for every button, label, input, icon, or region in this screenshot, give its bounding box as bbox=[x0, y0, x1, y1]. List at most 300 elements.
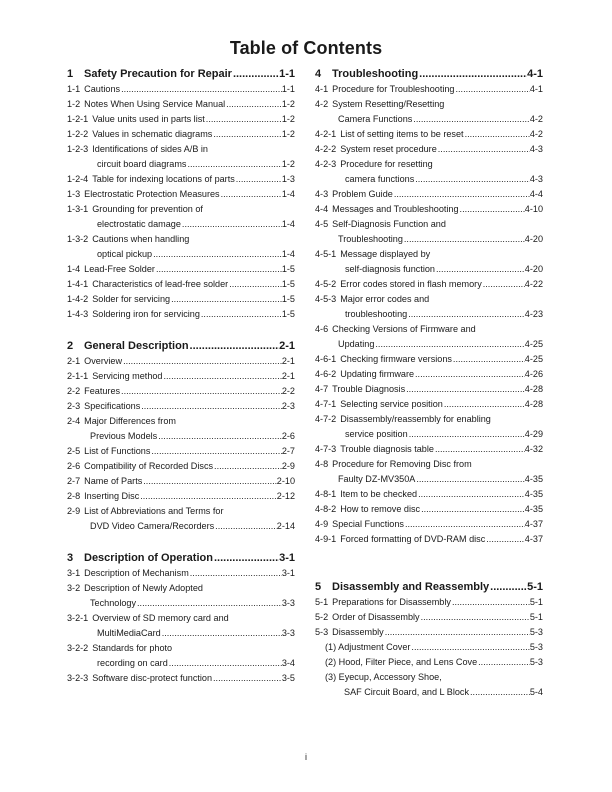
toc-page-number: 1-1 bbox=[281, 84, 295, 94]
toc-entry-continuation bbox=[315, 472, 543, 487]
toc-entry-title: Technology bbox=[90, 598, 137, 608]
toc-entry-continuation bbox=[315, 670, 543, 685]
dot-leader bbox=[414, 172, 530, 187]
toc-entry-title: Characteristics of lead-free solder bbox=[92, 279, 229, 289]
dot-leader bbox=[489, 579, 527, 595]
toc-page-number: 2-12 bbox=[276, 491, 295, 501]
toc-page-number: 2-2 bbox=[281, 386, 295, 396]
section-gap bbox=[67, 534, 295, 550]
toc-page-number: 4-32 bbox=[524, 444, 543, 454]
toc-entry-title: Overview bbox=[84, 356, 123, 366]
dot-leader bbox=[393, 187, 530, 202]
toc-entry-title: Lead-Free Solder bbox=[84, 264, 155, 274]
toc-page-number: 4-3 bbox=[529, 174, 543, 184]
dot-leader bbox=[485, 532, 525, 547]
toc-page-number: 1-3 bbox=[281, 174, 295, 184]
toc-entry-title: Electrostatic Protection Measures bbox=[84, 189, 220, 199]
toc-entry-number: 1-4-3 bbox=[67, 309, 89, 319]
dot-leader bbox=[443, 397, 525, 412]
toc-entry bbox=[67, 187, 295, 202]
toc-entry-number: 4-1 bbox=[315, 84, 329, 94]
toc-entry bbox=[315, 442, 543, 457]
toc-entry-title: Table for indexing locations of parts bbox=[92, 174, 235, 184]
dot-leader bbox=[384, 625, 530, 640]
dot-leader bbox=[140, 399, 282, 414]
dot-leader bbox=[170, 292, 282, 307]
toc-entry-number: 1-2-1 bbox=[67, 114, 89, 124]
toc-entry bbox=[67, 581, 295, 596]
toc-entry-number: 4-8-2 bbox=[315, 504, 337, 514]
toc-entry bbox=[315, 322, 543, 337]
toc-section-heading bbox=[315, 66, 543, 82]
toc-entry bbox=[67, 369, 295, 384]
dot-leader bbox=[220, 187, 282, 202]
toc-entry bbox=[315, 82, 543, 97]
dot-leader bbox=[414, 367, 525, 382]
toc-entry-title: Inserting Disc bbox=[84, 491, 140, 501]
toc-entry-title: Cautions bbox=[84, 84, 121, 94]
toc-entry-number: 4-6-1 bbox=[315, 354, 337, 364]
toc-entry bbox=[315, 487, 543, 502]
toc-page-number: 4-37 bbox=[524, 519, 543, 529]
toc-entry-title: Updating firmware bbox=[340, 369, 415, 379]
toc-page-number: 2-1 bbox=[281, 356, 295, 366]
toc-entry-number: 1-3 bbox=[67, 189, 81, 199]
toc-page-number: 1-4 bbox=[281, 219, 295, 229]
toc-page-number: 2-7 bbox=[281, 446, 295, 456]
toc-entry-number: 4 bbox=[315, 68, 322, 80]
toc-entry-number: 4-8-1 bbox=[315, 489, 337, 499]
toc-page-number: 4-28 bbox=[524, 384, 543, 394]
toc-page-number: 2-14 bbox=[276, 521, 295, 531]
dot-leader bbox=[213, 459, 282, 474]
toc-page-number: 5-3 bbox=[529, 657, 543, 667]
toc-entry-number: 3-2 bbox=[67, 583, 81, 593]
toc-entry-title: Checking firmware versions bbox=[340, 354, 452, 364]
toc-entry-title: SAF Circuit Board, and L Block bbox=[344, 687, 470, 697]
toc-entry bbox=[67, 307, 295, 322]
toc-entry bbox=[67, 112, 295, 127]
toc-entry-number: 4-3 bbox=[315, 189, 329, 199]
section-gap bbox=[67, 322, 295, 338]
toc-entry bbox=[315, 457, 543, 472]
toc-page-number: 1-2 bbox=[281, 99, 295, 109]
toc-entry-number: 2-9 bbox=[67, 506, 81, 516]
toc-entry bbox=[67, 671, 295, 686]
toc-entry-number: 4-5-1 bbox=[315, 249, 337, 259]
page-title: Table of Contents bbox=[229, 38, 383, 58]
toc-entry-title: Trouble diagnosis table bbox=[340, 444, 434, 454]
dot-leader bbox=[232, 66, 279, 82]
toc-entry-title: electrostatic damage bbox=[97, 219, 181, 229]
toc-entry-continuation bbox=[67, 656, 295, 671]
toc-page-number: 3-5 bbox=[281, 673, 295, 683]
toc-entry-number: 4-7 bbox=[315, 384, 329, 394]
toc-entry-title: recording on card bbox=[97, 658, 168, 668]
toc-entry-number: 2-1-1 bbox=[67, 371, 89, 381]
toc-entry-title: Soldering iron for servicing bbox=[92, 309, 200, 319]
toc-entry-number: 2-6 bbox=[67, 461, 81, 471]
toc-entry-title: camera functions bbox=[345, 174, 415, 184]
toc-entry-title: Cautions when handling bbox=[92, 234, 190, 244]
toc-entry bbox=[315, 595, 543, 610]
toc-page-number: 4-35 bbox=[524, 504, 543, 514]
dot-leader bbox=[418, 66, 527, 82]
toc-entry-title: List of Abbreviations and Terms for bbox=[84, 506, 224, 516]
toc-entry-title: self-diagnosis function bbox=[345, 264, 435, 274]
toc-entry-title: (3) Eyecup, Accessory Shoe, bbox=[325, 672, 442, 682]
toc-entry-number: 3-1 bbox=[67, 568, 81, 578]
toc-entry-number: 1-4-1 bbox=[67, 279, 89, 289]
dot-leader bbox=[374, 337, 524, 352]
toc-entry-continuation bbox=[315, 232, 543, 247]
toc-entry-title: Self-Diagnosis Function and bbox=[332, 219, 446, 229]
toc-entry-title: Identifications of sides A/B in bbox=[92, 144, 208, 154]
toc-entry-number: 4-7-2 bbox=[315, 414, 337, 424]
dot-leader bbox=[407, 307, 525, 322]
toc-entry bbox=[67, 444, 295, 459]
toc-page-number: 4-28 bbox=[524, 399, 543, 409]
toc-page-number: 2-1 bbox=[279, 340, 295, 352]
toc-entry-number: 5-1 bbox=[315, 597, 329, 607]
dot-leader bbox=[161, 626, 282, 641]
toc-page-number: 4-25 bbox=[524, 339, 543, 349]
toc-entry-title: Order of Disassembly bbox=[332, 612, 420, 622]
toc-entry-title: Disassembly/reassembly for enabling bbox=[340, 414, 491, 424]
toc-entry-title: Messages and Troubleshooting bbox=[332, 204, 459, 214]
toc-entry-title: Safety Precaution for Repair bbox=[84, 68, 232, 80]
toc-entry-title: Values in schematic diagrams bbox=[92, 129, 213, 139]
dot-leader bbox=[464, 127, 530, 142]
toc-page-number: 3-3 bbox=[281, 628, 295, 638]
toc-entry-title: Notes When Using Service Manual bbox=[84, 99, 226, 109]
toc-page-number: 4-3 bbox=[529, 144, 543, 154]
toc-entry-title: Forced formatting of DVD-RAM disc bbox=[340, 534, 486, 544]
page-number: i bbox=[305, 752, 307, 762]
toc-entry-title: service position bbox=[345, 429, 408, 439]
toc-entry-number: 1-4 bbox=[67, 264, 81, 274]
dot-leader bbox=[410, 640, 529, 655]
toc-entry bbox=[315, 382, 543, 397]
toc-entry-title: Procedure for Troubleshooting bbox=[332, 84, 455, 94]
toc-entry-title: Disassembly bbox=[332, 627, 384, 637]
toc-entry bbox=[315, 97, 543, 112]
toc-entry-continuation bbox=[67, 157, 295, 172]
dot-leader bbox=[213, 550, 279, 566]
toc-entry-number: 4-5 bbox=[315, 219, 329, 229]
toc-entry-number: 2-3 bbox=[67, 401, 81, 411]
toc-entry-number: 4-2-2 bbox=[315, 144, 337, 154]
toc-entry-title: Camera Functions bbox=[338, 114, 413, 124]
toc-entry-title: Major Differences from bbox=[84, 416, 176, 426]
dot-leader bbox=[405, 382, 525, 397]
toc-entry-number: 4-7-3 bbox=[315, 444, 337, 454]
toc-entry bbox=[67, 459, 295, 474]
toc-entry-title: DVD Video Camera/Recorders bbox=[90, 521, 215, 531]
toc-entry-title: Name of Parts bbox=[84, 476, 143, 486]
toc-page-number: 1-5 bbox=[281, 264, 295, 274]
toc-entry-number: 3-2-2 bbox=[67, 643, 89, 653]
toc-page-number: 5-3 bbox=[529, 627, 543, 637]
toc-entry-title: (1) Adjustment Cover bbox=[325, 642, 411, 652]
toc-page-number: 5-1 bbox=[529, 597, 543, 607]
dot-leader bbox=[155, 262, 282, 277]
toc-page-number: 4-10 bbox=[524, 204, 543, 214]
toc-page-number: 1-5 bbox=[281, 294, 295, 304]
toc-entry bbox=[67, 399, 295, 414]
toc-entry-title: Troubleshooting bbox=[332, 68, 419, 80]
dot-leader bbox=[434, 442, 525, 457]
dot-leader bbox=[150, 444, 281, 459]
toc-entry bbox=[67, 566, 295, 581]
toc-entry-title: MultiMediaCard bbox=[97, 628, 161, 638]
toc-page-number: 2-10 bbox=[276, 476, 295, 486]
toc-entry-title: Faulty DZ-MV350A bbox=[338, 474, 416, 484]
dot-leader bbox=[139, 489, 277, 504]
toc-column-right bbox=[315, 66, 543, 700]
dot-leader bbox=[420, 610, 530, 625]
toc-entry-continuation bbox=[67, 596, 295, 611]
dot-leader bbox=[181, 217, 282, 232]
toc-entry-number: 4-4 bbox=[315, 204, 329, 214]
toc-entry-continuation bbox=[315, 337, 543, 352]
toc-entry bbox=[315, 292, 543, 307]
toc-entry bbox=[67, 384, 295, 399]
toc-entry-number: 1-1 bbox=[67, 84, 81, 94]
toc-entry-title: Compatibility of Recorded Discs bbox=[84, 461, 214, 471]
dot-leader bbox=[435, 262, 525, 277]
toc-entry-number: 2-8 bbox=[67, 491, 81, 501]
dot-leader bbox=[228, 277, 282, 292]
dot-leader bbox=[122, 354, 282, 369]
dot-leader bbox=[417, 487, 525, 502]
toc-entry bbox=[67, 262, 295, 277]
toc-entry-title: Updating bbox=[338, 339, 375, 349]
toc-entry-number: 5-3 bbox=[315, 627, 329, 637]
toc-page-number: 1-5 bbox=[281, 309, 295, 319]
toc-entry-title: Selecting service position bbox=[340, 399, 443, 409]
toc-page-number: 4-22 bbox=[524, 279, 543, 289]
toc-entry bbox=[67, 142, 295, 157]
toc-entry-title: Special Functions bbox=[332, 519, 404, 529]
dot-leader bbox=[205, 112, 282, 127]
dot-leader bbox=[452, 352, 525, 367]
toc-entry-title: Solder for servicing bbox=[92, 294, 171, 304]
toc-entry bbox=[315, 157, 543, 172]
toc-entry bbox=[315, 517, 543, 532]
toc-entry-continuation bbox=[315, 307, 543, 322]
toc-entry bbox=[67, 232, 295, 247]
toc-entry-number: 5-2 bbox=[315, 612, 329, 622]
dot-leader bbox=[212, 127, 281, 142]
toc-entry bbox=[315, 187, 543, 202]
toc-entry-number: 4-2-1 bbox=[315, 129, 337, 139]
dot-leader bbox=[120, 384, 282, 399]
toc-page-number: 1-2 bbox=[281, 129, 295, 139]
toc-page-number: 4-35 bbox=[524, 489, 543, 499]
toc-entry-title: Previous Models bbox=[90, 431, 158, 441]
dot-leader bbox=[404, 517, 525, 532]
toc-entry-title: System Resetting/Resetting bbox=[332, 99, 445, 109]
toc-page-number: 4-4 bbox=[529, 189, 543, 199]
dot-leader bbox=[136, 596, 282, 611]
toc-entry-title: Error codes stored in flash memory bbox=[340, 279, 482, 289]
toc-entry-number: 2-1 bbox=[67, 356, 81, 366]
toc-entry-number: 4-2 bbox=[315, 99, 329, 109]
toc-page-number: 3-1 bbox=[279, 552, 295, 564]
toc-page-number: 5-4 bbox=[529, 687, 543, 697]
toc-entry-title: Major error codes and bbox=[340, 294, 430, 304]
toc-entry-title: Item to be checked bbox=[340, 489, 418, 499]
dot-leader bbox=[152, 247, 282, 262]
toc-entry bbox=[315, 277, 543, 292]
toc-entry-number: 4-5-3 bbox=[315, 294, 337, 304]
toc-page-number: 1-4 bbox=[281, 189, 295, 199]
toc-page-number: 4-26 bbox=[524, 369, 543, 379]
toc-entry-number: 4-8 bbox=[315, 459, 329, 469]
toc-entry bbox=[67, 611, 295, 626]
toc-entry-title: Procedure for resetting bbox=[340, 159, 433, 169]
toc-entry-continuation bbox=[315, 112, 543, 127]
toc-page-number: 3-1 bbox=[281, 568, 295, 578]
toc-entry-number: 4-2-3 bbox=[315, 159, 337, 169]
toc-entry-number: 2 bbox=[67, 340, 74, 352]
toc-entry-title: optical pickup bbox=[97, 249, 153, 259]
toc-page-number: 4-37 bbox=[524, 534, 543, 544]
toc-entry bbox=[315, 412, 543, 427]
toc-entry-number: 3 bbox=[67, 552, 74, 564]
toc-entry-number: 5 bbox=[315, 581, 322, 593]
toc-entry-number: 4-5-2 bbox=[315, 279, 337, 289]
toc-entry bbox=[67, 489, 295, 504]
toc-page-number: 3-3 bbox=[281, 598, 295, 608]
toc-entry-number: 2-2 bbox=[67, 386, 81, 396]
toc-entry-continuation bbox=[315, 640, 543, 655]
dot-leader bbox=[225, 97, 282, 112]
toc-entry-number: 4-9-1 bbox=[315, 534, 337, 544]
toc-entry bbox=[315, 397, 543, 412]
toc-entry-continuation bbox=[67, 429, 295, 444]
toc-entry bbox=[315, 142, 543, 157]
toc-entry bbox=[67, 82, 295, 97]
toc-section-heading bbox=[67, 66, 295, 82]
toc-entry-title: Troubleshooting bbox=[338, 234, 403, 244]
toc-entry-title: Message displayed by bbox=[340, 249, 431, 259]
toc-entry bbox=[67, 354, 295, 369]
toc-entry-continuation bbox=[67, 519, 295, 534]
toc-page-number: 1-2 bbox=[281, 114, 295, 124]
toc-entry-continuation bbox=[315, 427, 543, 442]
toc-page-number: 1-1 bbox=[279, 68, 295, 80]
toc-page-number: 4-1 bbox=[527, 68, 543, 80]
toc-section-heading bbox=[315, 579, 543, 595]
toc-entry-title: Trouble Diagnosis bbox=[332, 384, 406, 394]
dot-leader bbox=[235, 172, 282, 187]
toc-entry bbox=[315, 610, 543, 625]
toc-page-number: 1-5 bbox=[281, 279, 295, 289]
toc-page-number: 4-25 bbox=[524, 354, 543, 364]
toc-entry-title: Overview of SD memory card and bbox=[92, 613, 229, 623]
dot-leader bbox=[412, 112, 530, 127]
toc-entry-title: Value units used in parts list bbox=[92, 114, 205, 124]
toc-page-number: 1-2 bbox=[281, 159, 295, 169]
toc-entry-number: 1-2-4 bbox=[67, 174, 89, 184]
dot-leader bbox=[403, 232, 525, 247]
toc-page-number: 4-2 bbox=[529, 129, 543, 139]
toc-page-number: 4-29 bbox=[524, 429, 543, 439]
toc-entry-title: Servicing method bbox=[92, 371, 163, 381]
dot-leader bbox=[163, 369, 282, 384]
toc-entry bbox=[67, 504, 295, 519]
dot-leader bbox=[200, 307, 282, 322]
toc-entry-title: Problem Guide bbox=[332, 189, 393, 199]
toc-entry-title: circuit board diagrams bbox=[97, 159, 187, 169]
toc-entry-number: 4-7-1 bbox=[315, 399, 337, 409]
toc-entry-title: Description of Newly Adopted bbox=[84, 583, 203, 593]
toc-entry bbox=[315, 367, 543, 382]
toc-entry-number: 1 bbox=[67, 68, 74, 80]
toc-entry-number: 4-9 bbox=[315, 519, 329, 529]
toc-entry-title: Specifications bbox=[84, 401, 141, 411]
toc-section-heading bbox=[67, 550, 295, 566]
toc-page-number: 4-20 bbox=[524, 234, 543, 244]
toc-entry-number: 4-6 bbox=[315, 324, 329, 334]
toc-page-number: 4-20 bbox=[524, 264, 543, 274]
toc-entry-number: 1-3-1 bbox=[67, 204, 89, 214]
dot-leader bbox=[455, 82, 530, 97]
toc-entry bbox=[315, 127, 543, 142]
toc-entry bbox=[67, 172, 295, 187]
toc-entry-title: Preparations for Disassembly bbox=[332, 597, 451, 607]
toc-entry-title: Description of Mechanism bbox=[84, 568, 189, 578]
section-gap bbox=[315, 563, 543, 579]
dot-leader bbox=[408, 427, 525, 442]
toc-entry-title: List of Functions bbox=[84, 446, 151, 456]
toc-page-number: 1-4 bbox=[281, 249, 295, 259]
toc-page-number: 4-23 bbox=[524, 309, 543, 319]
toc-page-number: 2-6 bbox=[281, 431, 295, 441]
toc-entry-title: Checking Versions of Firmware and bbox=[332, 324, 476, 334]
dot-leader bbox=[214, 519, 277, 534]
toc-entry-continuation bbox=[67, 626, 295, 641]
toc-entry-continuation bbox=[67, 217, 295, 232]
toc-entry-number: 2-4 bbox=[67, 416, 81, 426]
toc-page-number: 4-1 bbox=[529, 84, 543, 94]
toc-column-left bbox=[67, 66, 295, 686]
dot-leader bbox=[186, 157, 281, 172]
toc-entry bbox=[67, 202, 295, 217]
toc-entry bbox=[315, 247, 543, 262]
toc-entry-title: List of setting items to be reset bbox=[340, 129, 464, 139]
toc-page-number: 5-1 bbox=[529, 612, 543, 622]
toc-entry-title: Disassembly and Reassembly bbox=[332, 581, 490, 593]
toc-entry bbox=[67, 292, 295, 307]
toc-entry bbox=[315, 532, 543, 547]
dot-leader bbox=[420, 502, 525, 517]
toc-entry-continuation bbox=[315, 262, 543, 277]
dot-leader bbox=[142, 474, 277, 489]
toc-entry-title: troubleshooting bbox=[345, 309, 408, 319]
toc-entry bbox=[315, 352, 543, 367]
dot-leader bbox=[437, 142, 530, 157]
toc-entry-title: Software disc-protect function bbox=[92, 673, 213, 683]
toc-entry-continuation bbox=[315, 685, 543, 700]
dot-leader bbox=[168, 656, 282, 671]
toc-entry-continuation bbox=[315, 172, 543, 187]
toc-entry-title: Procedure for Removing Disc from bbox=[332, 459, 472, 469]
toc-page-number: 3-4 bbox=[281, 658, 295, 668]
toc-entry bbox=[67, 414, 295, 429]
